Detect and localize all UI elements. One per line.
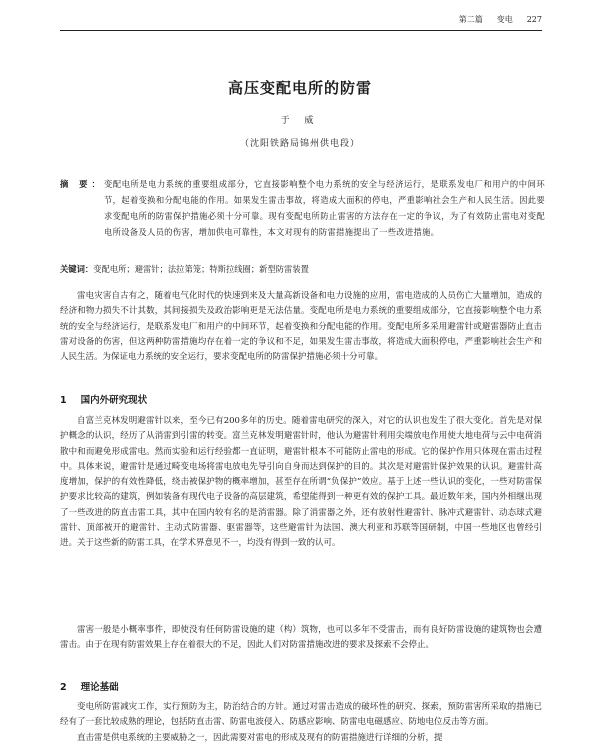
section-1-heading [60,392,161,406]
section-2-paragraph-1: 变电所防雷减灾工作，实行预防为主，防治结合的方针。通过对雷击造成的破坏性的研究、探索，预防雷害所采取的措施已经有了一套比较成熟的理论，包括防直击雷、防雷电波侵入、防感应影响、防雷电电磁感应、防地电位反击等方面。 [60,702,542,728]
header-chapter: 第二篇 [458,15,483,24]
header-section: 变电 [496,15,513,24]
section-1-paragraph-2: 雷害一般是小概率事件，即使没有任何防雷设施的建（构）筑物，也可以多年不受雷击，而有良好防雷设施的建筑物也会遭雷击。由于在现有防雷效果上存在着很大的不足，因此人们对防雷措施改进的要求及探索不会停止。 [60,625,542,651]
section-1-title: 国内外研究现状 [80,395,148,406]
page-number: 227 [526,15,542,24]
abstract-block [60,176,545,240]
abstract-text: 变配电所是电力系统的重要组成部分，它直接影响整个电力系统的安全与经济运行，是联系发电厂和用户的中间环节，起着变换和分配电能的作用。如果发生雷击事故，将造成大面积的停电，严重影响社会生产和人民生活。因此要求变配电所的防雷保护措施必须十分可靠。现有变配电所防止雷害的方法存在一定的争议，为了有效防止雷电对变配电所设备及人员的伤害，增加供电可靠性，本文对现有的防雷措施提出了一些改进措施。 [104,179,545,237]
header-rule [60,30,542,31]
keywords-label: 关键词： [60,264,94,274]
section-2-paragraph-2: 直击雷是供电系统的主要威胁之一，因此需要对雷电的形成及现有的防雷措施进行详细的分析，提 [77,732,443,743]
article-affiliation: （沈阳铁路局锦州供电段） [239,139,360,149]
section-2-number: 2 [60,682,67,693]
article-author: 于 威 [280,116,320,126]
article-title: 高压变配电所的防雷 [227,79,372,97]
section-2-body [60,700,542,746]
running-header [60,14,542,28]
section-2-title: 理论基础 [80,682,119,693]
section-2-heading [60,679,133,693]
keywords-text: 变配电所；避雷针；法拉第笼；特斯拉线圈；新型防雷装置 [93,264,309,274]
keywords-block [60,262,545,276]
section-1-number: 1 [60,395,67,406]
section-1-paragraph-1: 自富兰克林发明避雷针以来，至今已有200多年的历史。随着雷电研究的深入，对它的认识也发生了很大变化。首先是对保护概念的认识，经历了从消雷到引雷的转变。富兰克林发明避雷针时，他认为避雷针利用尖端放电作用使大地电荷与云中电荷消散中和而避免形成雷电。然而实验和运行经验都一直证明，避雷针根本不可能防止雷电的形成。它的保护作用只体现在雷击过程中。具体来说，避雷针是通过畸变电场将雷电放电先导引向自身而达到保护的目的。其次是对避雷针保护效果的认识。避雷针高度增加，保护的有效性降低，绕击被保护物的概率增加，甚至存在所谓“负保护”效应。基于上述一些认识的变化，一些对防雷保护要求比较高的建筑，例如装备有现代电子设备的高层建筑，希望能得到一种更有效的保护工具。最近数年来，国内外相继出现了一些改进的防直击雷工具，其中在国内较有名的是消雷器。除了消雷器之外，还有放射性避雷针、脉冲式避雷针、动态球式避雷针、顶部被开的避雷针、主动式防雷器、驱雷器等，这些避雷针为法国、澳大利亚和苏联等国研制，中国一些地区也曾经引进。关于这些新的防雷工具，在学术界意见不一，均没有得到一致的认可。 [60,416,542,549]
intro-paragraph: 雷电灾害自古有之，随着电气化时代的快速到来及大量高新设备和电力设施的应用，雷电造成的人员伤亡大量增加，造成的经济和物力损失不计其数，其间接损失及政治影响更是无法估量。变配电所是电力系统的重要组成部分，它直接影响整个电力系统的安全与经济运行，是联系发电厂和用户的中间环节，起着变换和分配电能的作用。变配电所多采用避雷针或避雷器防止直击雷对设备的伤害，但这两种防雷措施均存在着一定的争议和不足，如果发生雷击事故，将造成大面积停电，严重影响社会生产和人民生活。为保证电力系统的安全运行，要求变配电所的防雷保护措施必须十分可靠。 [60,291,542,363]
abstract-label: 摘 要： [60,179,104,189]
